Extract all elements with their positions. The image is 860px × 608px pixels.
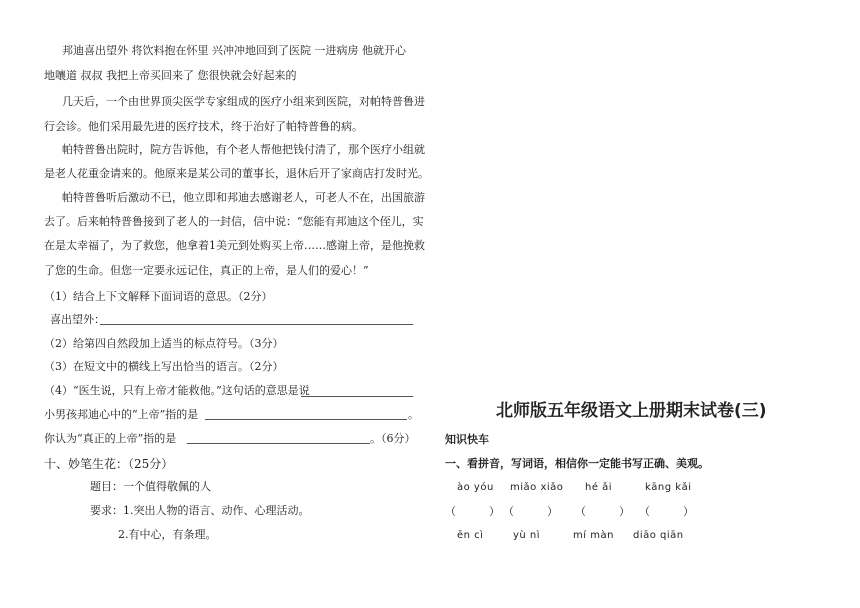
page-title: 北师版五年级语文上册期末试卷(三) bbox=[496, 401, 767, 421]
answer-box-2[interactable]: （ ） bbox=[503, 505, 558, 518]
question-4-c-end: 。（6分） bbox=[370, 432, 416, 445]
answer-line-4b[interactable] bbox=[205, 419, 407, 420]
passage-line-2: 地嚷道 叔叔 我把上帝买回来了 您很快就会好起来的 bbox=[44, 69, 297, 82]
section-label: 知识快车 bbox=[445, 433, 489, 446]
writing-requirement-2: 2.有中心，有条理。 bbox=[118, 528, 217, 541]
answer-line-4c[interactable] bbox=[187, 443, 370, 444]
answer-line-4a[interactable] bbox=[301, 396, 413, 397]
pinyin-5: ēn cì bbox=[457, 530, 484, 541]
answer-line-1[interactable] bbox=[100, 324, 413, 325]
passage-line-10: 了您的生命。但您一定要永远记住，真正的上帝，是人们的爱心！” bbox=[44, 264, 369, 277]
pinyin-7: mí màn bbox=[573, 530, 614, 541]
passage-line-9: 在是太幸福了，为了救您，他拿着1美元到处购买上帝……感谢上帝，是他挽救 bbox=[44, 239, 425, 252]
passage-line-5: 帕特普鲁出院时，院方告诉他，有个老人帮他把钱付清了，那个医疗小组就 bbox=[62, 143, 425, 156]
question-4-b: 小男孩邦迪心中的“上帝”指的是 bbox=[44, 408, 199, 421]
question-1: （1）结合上下文解释下面词语的意思。（2分） bbox=[44, 290, 273, 303]
writing-requirement-1: 要求：1.突出人物的语言、动作、心理活动。 bbox=[90, 504, 310, 517]
question-2: （2）给第四自然段加上适当的标点符号。（3分） bbox=[44, 337, 284, 350]
pinyin-1: ào yóu bbox=[457, 482, 494, 493]
pinyin-4: kāng kǎi bbox=[645, 482, 692, 493]
pinyin-2: miǎo xiǎo bbox=[510, 482, 564, 493]
section-10-heading: 十、妙笔生花：（25分） bbox=[44, 457, 174, 471]
question-3: （3）在短文中的横线上写出恰当的语言。（2分） bbox=[44, 360, 284, 373]
question-pinyin: 一、看拼音，写词语，相信你一定能书写正确、美观。 bbox=[445, 457, 709, 470]
question-4-b-end: 。 bbox=[408, 408, 419, 421]
question-4: （4）“医生说，只有上帝才能救他。”这句话的意思是说 bbox=[44, 384, 310, 397]
answer-box-4[interactable]: （ ） bbox=[639, 505, 694, 518]
question-4-c: 你认为“真正的上帝”指的是 bbox=[44, 432, 177, 445]
pinyin-8: diāo qiān bbox=[633, 530, 684, 541]
passage-line-7: 帕特普鲁听后激动不已，他立即和邦迪去感谢老人，可老人不在，出国旅游 bbox=[62, 191, 425, 204]
passage-line-8: 去了。后来帕特普鲁接到了老人的一封信，信中说：“您能有邦迪这个侄儿，实 bbox=[44, 215, 424, 228]
passage-line-1: 邦迪喜出望外 将饮料抱在怀里 兴冲冲地回到了医院 一进病房 他就开心 bbox=[62, 44, 406, 57]
pinyin-6: yù nì bbox=[513, 530, 541, 541]
pinyin-3: hé ǎi bbox=[585, 482, 613, 493]
writing-topic: 题目：一个值得敬佩的人 bbox=[90, 480, 211, 493]
question-1-word: 喜出望外： bbox=[50, 313, 105, 326]
answer-box-3[interactable]: （ ） bbox=[575, 505, 630, 518]
passage-line-4: 行会诊。他们采用最先进的医疗技术，终于治好了帕特普鲁的病。 bbox=[44, 120, 363, 133]
passage-line-6: 是老人花重金请来的。他原来是某公司的董事长，退休后开了家商店打发时光。 bbox=[44, 167, 429, 180]
passage-line-3: 几天后，一个由世界顶尖医学专家组成的医疗小组来到医院，对帕特普鲁进 bbox=[62, 95, 425, 108]
answer-box-1[interactable]: （ ） bbox=[445, 505, 500, 518]
